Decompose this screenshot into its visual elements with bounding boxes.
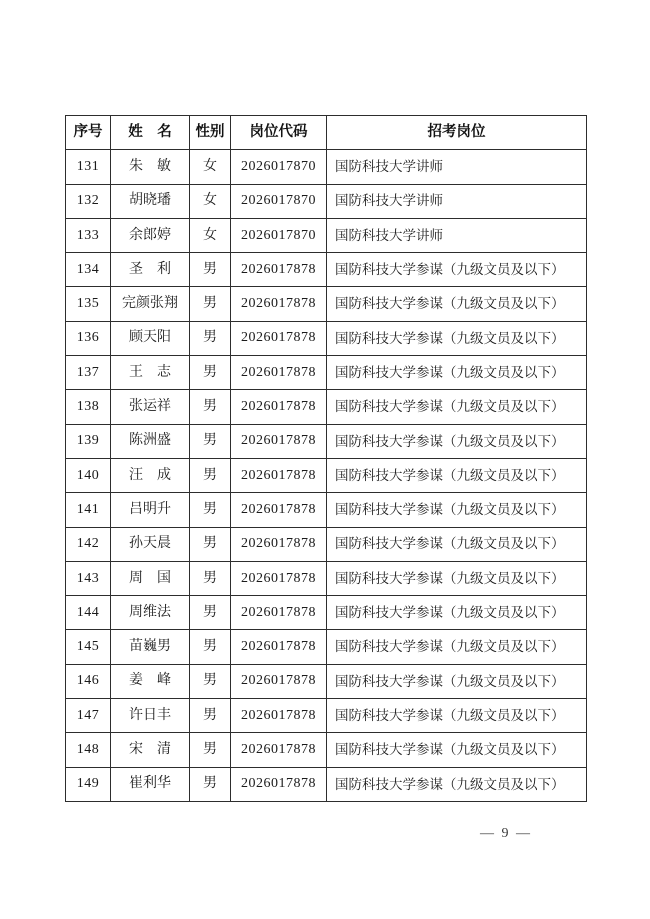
cell-position: 国防科技大学参谋（九级文员及以下）	[327, 390, 587, 424]
cell-gender: 男	[190, 630, 231, 664]
table-row	[66, 561, 587, 595]
table-row	[66, 184, 587, 218]
cell-no: 131	[66, 150, 111, 184]
cell-code: 2026017870	[231, 218, 327, 252]
cell-code: 2026017878	[231, 424, 327, 458]
cell-no: 147	[66, 699, 111, 733]
cell-position: 国防科技大学参谋（九级文员及以下）	[327, 733, 587, 767]
table-row	[66, 390, 587, 424]
cell-name: 孙天晨	[111, 527, 190, 561]
cell-code: 2026017878	[231, 390, 327, 424]
cell-position: 国防科技大学参谋（九级文员及以下）	[327, 458, 587, 492]
cell-gender: 男	[190, 664, 231, 698]
table-body	[66, 150, 587, 802]
cell-name: 陈洲盛	[111, 424, 190, 458]
cell-no: 142	[66, 527, 111, 561]
cell-position: 国防科技大学参谋（九级文员及以下）	[327, 493, 587, 527]
cell-position: 国防科技大学参谋（九级文员及以下）	[327, 664, 587, 698]
cell-position: 国防科技大学参谋（九级文员及以下）	[327, 699, 587, 733]
cell-gender: 男	[190, 253, 231, 287]
cell-no: 134	[66, 253, 111, 287]
cell-name: 崔利华	[111, 767, 190, 801]
cell-name: 余郎婷	[111, 218, 190, 252]
table-row	[66, 458, 587, 492]
cell-no: 144	[66, 596, 111, 630]
cell-position: 国防科技大学参谋（九级文员及以下）	[327, 596, 587, 630]
header-row	[66, 116, 587, 150]
table-row	[66, 733, 587, 767]
table-row	[66, 630, 587, 664]
cell-gender: 男	[190, 733, 231, 767]
cell-no: 135	[66, 287, 111, 321]
cell-name: 许日丰	[111, 699, 190, 733]
cell-gender: 女	[190, 150, 231, 184]
cell-name: 宋 清	[111, 733, 190, 767]
cell-name: 朱 敏	[111, 150, 190, 184]
recruitment-table	[65, 115, 587, 802]
cell-name: 王 志	[111, 356, 190, 390]
cell-code: 2026017870	[231, 150, 327, 184]
cell-gender: 男	[190, 699, 231, 733]
cell-position: 国防科技大学参谋（九级文员及以下）	[327, 630, 587, 664]
cell-code: 2026017878	[231, 699, 327, 733]
cell-code: 2026017878	[231, 287, 327, 321]
cell-code: 2026017878	[231, 356, 327, 390]
cell-code: 2026017878	[231, 561, 327, 595]
table-row	[66, 150, 587, 184]
cell-no: 137	[66, 356, 111, 390]
header-cell-position: 招考岗位	[327, 116, 587, 150]
cell-no: 139	[66, 424, 111, 458]
cell-no: 140	[66, 458, 111, 492]
header-cell-gender: 性别	[190, 116, 231, 150]
cell-gender: 男	[190, 493, 231, 527]
cell-no: 141	[66, 493, 111, 527]
table-row	[66, 699, 587, 733]
cell-name: 姜 峰	[111, 664, 190, 698]
cell-gender: 男	[190, 287, 231, 321]
table-row	[66, 664, 587, 698]
cell-code: 2026017878	[231, 596, 327, 630]
cell-name: 张运祥	[111, 390, 190, 424]
cell-code: 2026017878	[231, 630, 327, 664]
cell-no: 149	[66, 767, 111, 801]
cell-position: 国防科技大学讲师	[327, 150, 587, 184]
cell-gender: 男	[190, 390, 231, 424]
cell-name: 汪 成	[111, 458, 190, 492]
table-row	[66, 596, 587, 630]
table-row	[66, 424, 587, 458]
cell-no: 143	[66, 561, 111, 595]
cell-position: 国防科技大学讲师	[327, 184, 587, 218]
table-header	[66, 116, 587, 150]
cell-code: 2026017870	[231, 184, 327, 218]
cell-code: 2026017878	[231, 321, 327, 355]
table-row	[66, 356, 587, 390]
cell-code: 2026017878	[231, 527, 327, 561]
cell-code: 2026017878	[231, 458, 327, 492]
cell-position: 国防科技大学参谋（九级文员及以下）	[327, 561, 587, 595]
table-row	[66, 493, 587, 527]
page-number: — 9 —	[480, 826, 532, 841]
table-row	[66, 527, 587, 561]
cell-position: 国防科技大学参谋（九级文员及以下）	[327, 527, 587, 561]
cell-position: 国防科技大学参谋（九级文员及以下）	[327, 767, 587, 801]
cell-name: 顾天阳	[111, 321, 190, 355]
cell-no: 133	[66, 218, 111, 252]
cell-gender: 男	[190, 527, 231, 561]
cell-code: 2026017878	[231, 767, 327, 801]
cell-gender: 男	[190, 596, 231, 630]
cell-position: 国防科技大学参谋（九级文员及以下）	[327, 321, 587, 355]
cell-name: 完颜张翔	[111, 287, 190, 321]
cell-position: 国防科技大学参谋（九级文员及以下）	[327, 356, 587, 390]
cell-no: 146	[66, 664, 111, 698]
cell-position: 国防科技大学参谋（九级文员及以下）	[327, 287, 587, 321]
table-row	[66, 218, 587, 252]
cell-no: 148	[66, 733, 111, 767]
cell-no: 145	[66, 630, 111, 664]
cell-code: 2026017878	[231, 493, 327, 527]
cell-name: 吕明升	[111, 493, 190, 527]
cell-position: 国防科技大学讲师	[327, 218, 587, 252]
cell-position: 国防科技大学参谋（九级文员及以下）	[327, 424, 587, 458]
cell-name: 周 国	[111, 561, 190, 595]
header-cell-no: 序号	[66, 116, 111, 150]
cell-position: 国防科技大学参谋（九级文员及以下）	[327, 253, 587, 287]
cell-name: 胡晓璠	[111, 184, 190, 218]
cell-gender: 男	[190, 458, 231, 492]
cell-no: 136	[66, 321, 111, 355]
cell-gender: 男	[190, 561, 231, 595]
table-row	[66, 253, 587, 287]
cell-name: 苗巍男	[111, 630, 190, 664]
cell-code: 2026017878	[231, 253, 327, 287]
cell-gender: 女	[190, 218, 231, 252]
header-cell-code: 岗位代码	[231, 116, 327, 150]
cell-gender: 男	[190, 356, 231, 390]
cell-no: 132	[66, 184, 111, 218]
cell-gender: 男	[190, 321, 231, 355]
cell-name: 圣 利	[111, 253, 190, 287]
cell-name: 周维法	[111, 596, 190, 630]
table-row	[66, 321, 587, 355]
cell-no: 138	[66, 390, 111, 424]
cell-gender: 男	[190, 767, 231, 801]
cell-gender: 男	[190, 424, 231, 458]
table-row	[66, 767, 587, 801]
cell-code: 2026017878	[231, 664, 327, 698]
header-cell-name: 姓 名	[111, 116, 190, 150]
table-row	[66, 287, 587, 321]
cell-gender: 女	[190, 184, 231, 218]
cell-code: 2026017878	[231, 733, 327, 767]
